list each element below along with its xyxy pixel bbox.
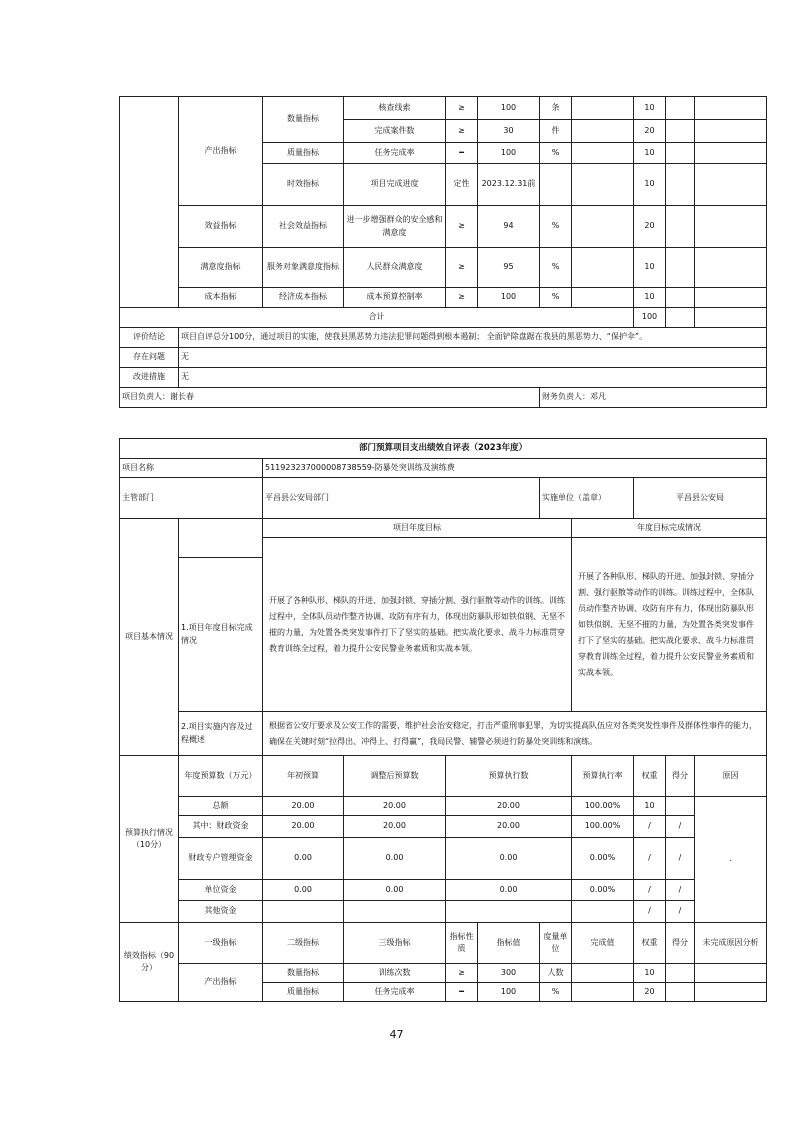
department-label: 主管部门 xyxy=(120,478,263,519)
level2-indicator: 时效指标 xyxy=(263,164,344,206)
table-row xyxy=(120,964,767,983)
indicator-nature: ≥ xyxy=(446,120,478,143)
execution-rate: 100.00% xyxy=(572,816,634,838)
measures-label: 改进措施 xyxy=(120,368,179,388)
measures-row xyxy=(120,368,767,388)
finance-leader: 财务负责人：邓凡 xyxy=(540,388,767,408)
item1-label: 1.项目年度目标完成情况 xyxy=(179,558,263,712)
budget-header: 预算执行率 xyxy=(572,756,634,797)
perf-header: 二级指标 xyxy=(263,923,344,964)
level3-indicator: 核查线索 xyxy=(344,97,446,120)
implementing-unit-label: 实施单位（盖章） xyxy=(540,478,634,519)
indicator-unit: 条 xyxy=(540,97,572,120)
indicator-nature: ≥ xyxy=(446,964,478,983)
issues-label: 存在问题 xyxy=(120,348,179,368)
table-row xyxy=(120,288,767,308)
level3-indicator: 人民群众满意度 xyxy=(344,248,446,288)
budget-header: 年度预算数（万元） xyxy=(179,756,263,797)
perf-header: 三级指标 xyxy=(344,923,446,964)
level2-indicator: 社会效益指标 xyxy=(263,206,344,248)
budget-header: 调整后预算数 xyxy=(344,756,446,797)
budget-row xyxy=(120,797,767,816)
project-leader: 项目负责人：谢长春 xyxy=(120,388,540,408)
budget-row-label: 单位资金 xyxy=(179,880,263,901)
budget-row xyxy=(120,901,767,923)
initial-budget: 20.00 xyxy=(263,797,344,816)
adjusted-budget: 0.00 xyxy=(344,880,446,901)
budget-header: 原因 xyxy=(695,756,767,797)
self-evaluation-table xyxy=(119,438,767,1002)
annual-goal-text: 开展了各种队形、梯队的开进、加强封锁、穿插分割、强行驱散等动作的训练。训练过程中，全体队员动作整齐协调、攻防有序有力，体现出防暴队形如铁似钢、无坚不摧的力量，为处置各类突发事件打下了坚实的基础。把实战化要求、战斗力标准贯穿教育训练全过程，着力提升公安民警业务素质和实战本领。 xyxy=(263,538,572,712)
total-row xyxy=(120,308,767,328)
indicator-unit: % xyxy=(540,983,572,1002)
total-weight: 100 xyxy=(634,308,666,328)
indicator-value: 300 xyxy=(478,964,540,983)
goal-header-row xyxy=(120,519,767,538)
indicator-unit: % xyxy=(540,288,572,308)
page-number: 47 xyxy=(389,1028,404,1041)
level3-indicator: 任务完成率 xyxy=(344,983,446,1002)
performance-table-continued xyxy=(119,96,767,408)
level1-indicator: 满意度指标 xyxy=(179,248,263,288)
indicator-unit: 件 xyxy=(540,120,572,143)
budget-row xyxy=(120,816,767,838)
budget-execution-label: 预算执行情况（10分） xyxy=(120,756,179,923)
level3-indicator: 成本预算控制率 xyxy=(344,288,446,308)
indicator-nature: ≥ xyxy=(446,206,478,248)
issues-row xyxy=(120,348,767,368)
executed-budget xyxy=(446,901,572,923)
conclusion-label: 评价结论 xyxy=(120,328,179,348)
department-row xyxy=(120,478,767,519)
budget-reason: . xyxy=(695,797,767,923)
perf-header: 未完成原因分析 xyxy=(695,923,767,964)
level3-indicator: 训练次数 xyxy=(344,964,446,983)
indicator-unit: % xyxy=(540,248,572,288)
execution-rate: 100.00% xyxy=(572,797,634,816)
level2-indicator: 质量指标 xyxy=(263,143,344,164)
level2-indicator: 经济成本指标 xyxy=(263,288,344,308)
signature-row xyxy=(120,388,767,408)
table-title: 部门预算项目支出绩效自评表（2023年度） xyxy=(120,439,767,459)
indicator-weight: 20 xyxy=(634,120,666,143)
indicator-value: 100 xyxy=(478,983,540,1002)
table-row xyxy=(120,248,767,288)
level1-indicator: 产出指标 xyxy=(179,97,263,206)
budget-weight: / xyxy=(634,880,666,901)
indicator-unit: 人数 xyxy=(540,964,572,983)
performance-indicators-label: 绩效指标（90分） xyxy=(120,923,179,1002)
implementation-text: 根据省公安厅要求及公安工作的需要，维护社会治安稳定，打击严重刑事犯罪，为切实提高队伍应对各类突发性事件及群体性事件的能力，确保在关键时刻“拉得出、冲得上、打得赢”，我局民警、辅警必须进行防暴处突训练和演练。 xyxy=(263,712,767,756)
indicator-value: 95 xyxy=(478,248,540,288)
indicator-value: 30 xyxy=(478,120,540,143)
indicator-value: 100 xyxy=(478,288,540,308)
budget-score: / xyxy=(666,838,695,880)
conclusion-row xyxy=(120,328,767,348)
execution-rate: 0.00% xyxy=(572,880,634,901)
executed-budget: 20.00 xyxy=(446,816,572,838)
indicator-weight: 10 xyxy=(634,288,666,308)
indicator-weight: 10 xyxy=(634,248,666,288)
measures-text: 无 xyxy=(179,368,767,388)
perf-header: 指标值 xyxy=(478,923,540,964)
level3-indicator: 任务完成率 xyxy=(344,143,446,164)
execution-rate xyxy=(572,901,634,923)
budget-header: 得分 xyxy=(666,756,695,797)
level2-indicator: 数量指标 xyxy=(263,97,344,143)
budget-row xyxy=(120,838,767,880)
initial-budget: 20.00 xyxy=(263,816,344,838)
indicator-unit: % xyxy=(540,143,572,164)
indicator-nature: ━ xyxy=(446,143,478,164)
goal-header: 项目年度目标 xyxy=(263,519,572,538)
budget-weight: / xyxy=(634,901,666,923)
item2-label: 2.项目实施内容及过程概述 xyxy=(179,712,263,756)
indicator-weight: 20 xyxy=(634,983,666,1002)
perf-header: 权重 xyxy=(634,923,666,964)
indicator-weight: 10 xyxy=(634,964,666,983)
executed-budget: 20.00 xyxy=(446,797,572,816)
adjusted-budget: 20.00 xyxy=(344,797,446,816)
indicator-weight: 10 xyxy=(634,97,666,120)
indicator-unit xyxy=(540,164,572,206)
budget-score: / xyxy=(666,901,695,923)
budget-score: / xyxy=(666,816,695,838)
budget-score xyxy=(666,797,695,816)
level2-indicator: 数量指标 xyxy=(263,964,344,983)
execution-rate: 0.00% xyxy=(572,838,634,880)
initial-budget: 0.00 xyxy=(263,880,344,901)
budget-weight: / xyxy=(634,816,666,838)
budget-row-label: 总额 xyxy=(179,797,263,816)
level1-indicator: 成本指标 xyxy=(179,288,263,308)
indicator-value: 2023.12.31前 xyxy=(478,164,540,206)
perf-header-row xyxy=(120,923,767,964)
budget-row-label: 其中：财政资金 xyxy=(179,816,263,838)
perf-header: 一级指标 xyxy=(179,923,263,964)
indicator-weight: 20 xyxy=(634,206,666,248)
adjusted-budget: 20.00 xyxy=(344,816,446,838)
department: 平昌县公安局部门 xyxy=(263,478,540,519)
perf-header: 指标性质 xyxy=(446,923,478,964)
level3-indicator: 进一步增强群众的安全感和满意度 xyxy=(344,206,446,248)
project-name-row xyxy=(120,459,767,478)
initial-budget xyxy=(263,901,344,923)
goal-completion-text: 开展了各种队形、梯队的开进、加强封锁、穿插分割、强行驱散等动作的训练。训练过程中，全体队员动作整齐协调、攻防有序有力，体现出防暴队形如铁似钢、无坚不摧的力量，为处置各类突发事件打下了坚实的基础。把实战化要求、战斗力标准贯穿教育训练全过程，着力提升公安民警业务素质和实战本领。 xyxy=(572,538,767,712)
basic-info-label: 项目基本情况 xyxy=(120,519,179,756)
budget-score: / xyxy=(666,880,695,901)
table-title-row xyxy=(120,439,767,459)
implementing-unit: 平昌县公安局 xyxy=(634,478,767,519)
perf-header: 得分 xyxy=(666,923,695,964)
indicator-nature: ≥ xyxy=(446,97,478,120)
indicator-nature: ━ xyxy=(446,983,478,1002)
indicator-weight: 10 xyxy=(634,164,666,206)
issues-text: 无 xyxy=(179,348,767,368)
perf-header: 度量单位 xyxy=(540,923,572,964)
indicator-weight: 10 xyxy=(634,143,666,164)
initial-budget: 0.00 xyxy=(263,838,344,880)
implementation-row xyxy=(120,712,767,756)
indicator-value: 100 xyxy=(478,97,540,120)
table-row xyxy=(120,97,767,120)
indicator-nature: 定性 xyxy=(446,164,478,206)
level3-indicator: 项目完成进度 xyxy=(344,164,446,206)
completion-header: 年度目标完成情况 xyxy=(572,519,767,538)
budget-header-row xyxy=(120,756,767,797)
budget-weight: / xyxy=(634,838,666,880)
indicator-value: 94 xyxy=(478,206,540,248)
budget-row-label: 其他资金 xyxy=(179,901,263,923)
level3-indicator: 完成案件数 xyxy=(344,120,446,143)
adjusted-budget xyxy=(344,901,446,923)
budget-header: 年初预算 xyxy=(263,756,344,797)
level1-indicator: 效益指标 xyxy=(179,206,263,248)
budget-header: 权重 xyxy=(634,756,666,797)
project-name: 511923237000008738559-防暴处突训练及演练费 xyxy=(263,459,767,478)
perf-header: 完成值 xyxy=(572,923,634,964)
budget-header: 预算执行数 xyxy=(446,756,572,797)
budget-row-label: 财政专户管理资金 xyxy=(179,838,263,880)
adjusted-budget: 0.00 xyxy=(344,838,446,880)
budget-row xyxy=(120,880,767,901)
executed-budget: 0.00 xyxy=(446,838,572,880)
project-name-label: 项目名称 xyxy=(120,459,263,478)
table-row xyxy=(120,206,767,248)
budget-weight: 10 xyxy=(634,797,666,816)
conclusion-text: 项目自评总分100分，通过项目的实施，使我县黑恶势力违法犯罪问题得到根本遏制； 全面铲除盘踞在我县的黑恶势力、“保护伞”。 xyxy=(179,328,767,348)
executed-budget: 0.00 xyxy=(446,880,572,901)
indicator-value: 100 xyxy=(478,143,540,164)
total-label: 合计 xyxy=(120,308,634,328)
indicator-nature: ≥ xyxy=(446,248,478,288)
level1-indicator: 产出指标 xyxy=(179,964,263,1002)
level2-indicator: 服务对象满意度指标 xyxy=(263,248,344,288)
level2-indicator: 质量指标 xyxy=(263,983,344,1002)
indicator-unit: % xyxy=(540,206,572,248)
indicator-nature: ≥ xyxy=(446,288,478,308)
